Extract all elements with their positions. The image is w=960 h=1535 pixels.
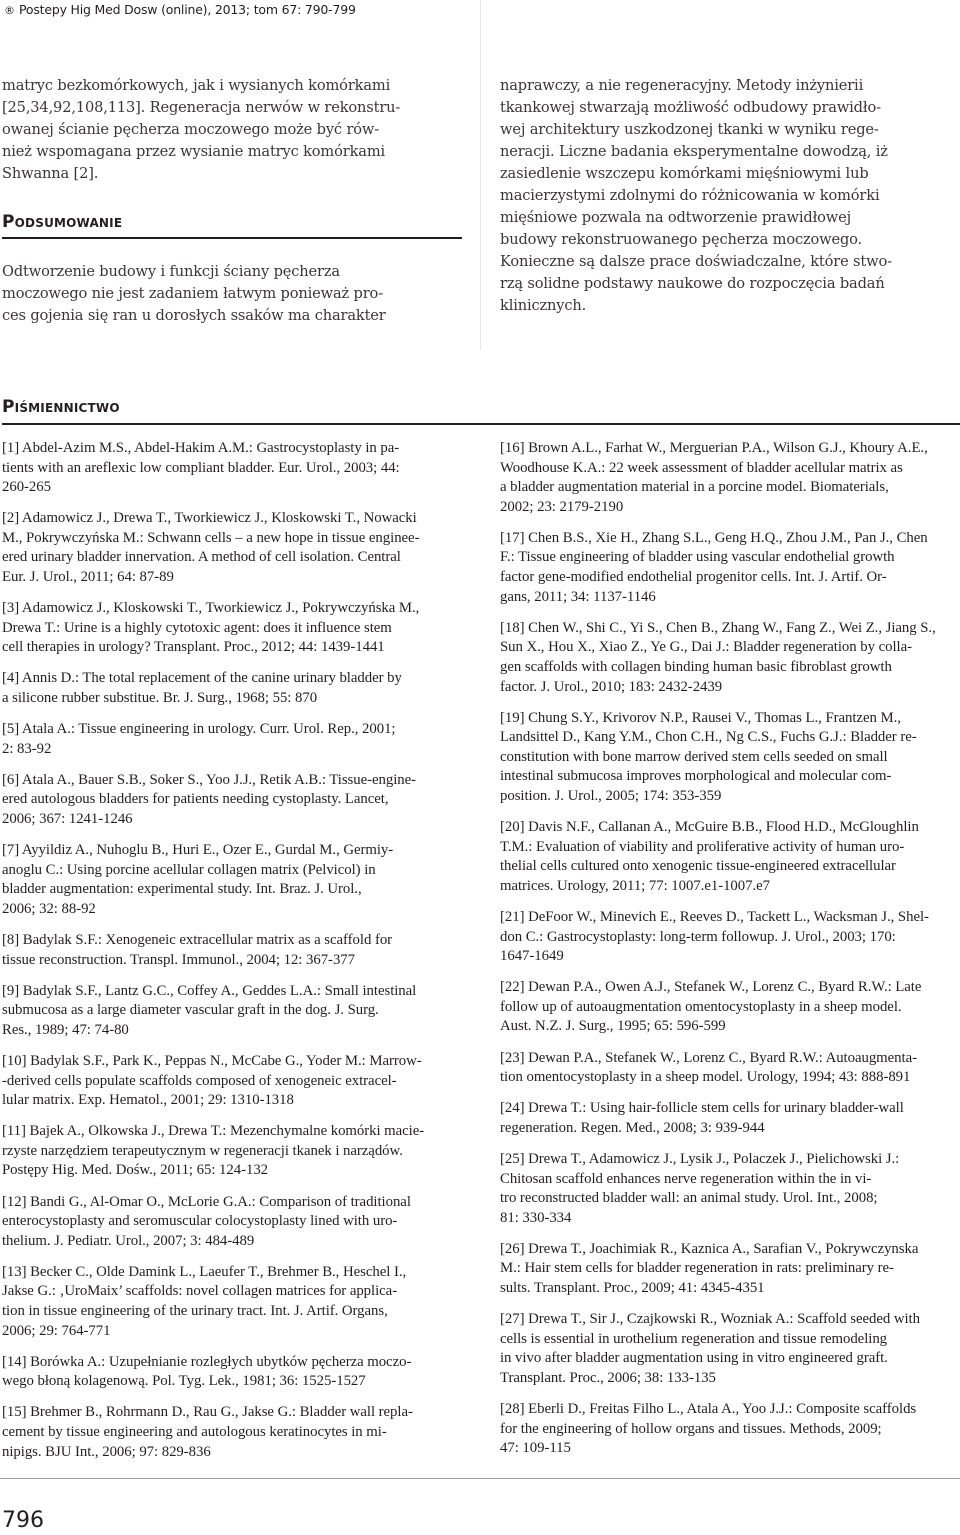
reference-entry: [17] Chen B.S., Xie H., Zhang S.L., Geng H.Q., Zhou J.M., Pan J., Chen F.: Tissue engineering of bladder using vascular endothelial growth factor gene-modified endothelial progenitor cells. Int. J. Artif. Or- gans, 2011; 34: 1137-1146 [500,529,928,605]
reference-entry: [27] Drewa T., Sir J., Czajkowski R., Wozniak A.: Scaffold seeded with cells is essential in urothelium regeneration and tissue remodeling in vivo after bladder augmentation using in vitro engineered graft. Transplant. Proc., 2006; 38: 133-135 [500,1311,920,1386]
summary-heading-rule [2,237,462,239]
reference-entry: [8] Badylak S.F.: Xenogeneic extracellular matrix as a scaffold for tissue reconstruction. Transpl. Immunol., 2004; 12: 367-377 [2,931,393,968]
registered-mark-icon: ® [4,4,15,17]
references-heading: Piśmiennictwo [2,397,120,417]
intro-paragraph: matryc bezkomórkowych, jak i wysianych komórkami [25,34,92,108,113]. Regeneracja nerwów w rekonstru- owanej ścianie pęcherza moczowego może być rów- nież wspomagana przez wysianie matryc komórkami Shwanna [2]. [2,77,401,182]
column-divider [480,0,481,350]
references-heading-rule [2,423,960,425]
reference-entry: [4] Annis D.: The total replacement of the canine urinary bladder by a silicone rubber substitue. Br. J. Surg., 1968; 55: 870 [2,670,402,707]
journal-citation: Postepy Hig Med Dosw (online), 2013; tom 67: 790-799 [18,2,356,17]
reference-entry: [2] Adamowicz J., Drewa T., Tworkiewicz J., Kloskowski T., Nowacki M., Pokrywczyńska M.: Schwann cells – a new hope in tissue enginee- ered urinary bladder innervation. A method of cell isolation. Central Eur. J. Urol., 2011; 64: 87-89 [2,510,420,586]
reference-entry: [7] Ayyildiz A., Nuhoglu B., Huri E., Ozer E., Gurdal M., Germiy- anoglu C.: Using porcine acellular collagen matrix (Pelvicol) in bladder augmentation: experimental study. Int. Braz. J. Urol., 2006; 32: 88-92 [2,842,394,917]
reference-entry: [20] Davis N.F., Callanan A., McGuire B.B., Flood H.D., McGloughlin T.M.: Evaluation of viability and proliferative activity of human uro- thelial cells cultured onto xenogenic tissue-engineered extracellular matrices. Urology, 2011; 77: 1007.e1-1007.e7 [500,819,919,894]
reference-entry: [18] Chen W., Shi C., Yi S., Chen B., Zhang W., Fang Z., Wei Z., Jiang S., Sun X., Hou X., Xiao Z., Ye G., Dai J.: Bladder regeneration by colla- gen scaffolds with collagen binding human basic fibroblast growth factor. J. Urol., 2010; 183: 2432-2439 [500,619,936,695]
reference-entry: [19] Chung S.Y., Krivorov N.P., Rausei V., Thomas L., Frantzen M., Landsittel D., Kang Y.M., Chon C.H., Ng C.S., Fuchs G.J.: Bladder re- constitution with bone marrow derived stem cells seeded on small intestinal submucosa improves morphological and molecular com- position. J. Urol., 2005; 174: 353-359 [500,709,917,804]
page-number: 796 [2,1508,44,1533]
summary-heading: Podsumowanie [2,212,123,232]
reference-entry: [24] Drewa T.: Using hair-follicle stem cells for urinary bladder-wall regeneration. Regen. Med., 2008; 3: 939-944 [500,1100,904,1136]
reference-entry: [14] Borówka A.: Uzupełnianie rozległych ubytków pęcherza moczo- wego błoną kolagenową. Pol. Tyg. Lek., 1981; 36: 1525-1527 [2,1353,412,1390]
running-header [0,0,400,20]
reference-entry: [22] Dewan P.A., Owen A.J., Stefanek W., Lorenz C., Byard R.W.: Late follow up of autoaugmentation omentocystoplasty in a sheep model. Aust. N.Z. J. Surg., 1995; 65: 596-599 [500,979,922,1035]
reference-entry: [23] Dewan P.A., Stefanek W., Lorenz C., Byard R.W.: Autoaugmenta- tion omentocystoplasty in a sheep model. Urology, 1994; 43: 888-891 [500,1049,917,1086]
reference-entry: [12] Bandi G., Al-Omar O., McLorie G.A.: Comparison of traditional enterocystoplasty and seromuscular colocystoplasty lined with uro- thelium. J. Pediatr. Urol., 2007; 3: 484-489 [2,1193,411,1249]
reference-entry: [13] Becker C., Olde Damink L., Laeufer T., Brehmer B., Heschel I., Jakse G.: ‚UroMaix’ scaffolds: novel collagen matrices for applica- tion in tissue engineering of the urinary tract. Int. J. Artif. Organs, 2006; 29: 764-771 [2,1263,407,1339]
footer-rule [0,1478,960,1479]
references-column-left [2,439,462,1474]
references-column-right [500,439,960,1470]
reference-entry: [11] Bajek A., Olkowska J., Drewa T.: Mezenchymalne komórki macie- rzyste narzędziem terapeutycznym w regeneracji tkanek i narządów. Postępy Hig. Med. Dośw., 2011; 65: 124-132 [2,1123,425,1179]
summary-paragraph: Odtworzenie budowy i funkcji ściany pęcherza moczowego nie jest zadaniem łatwym ponieważ pro- ces gojenia się ran u dorosłych ssaków ma charakter [2,263,386,324]
reference-entry: [25] Drewa T., Adamowicz J., Lysik J., Polaczek J., Pielichowski J.: Chitosan scaffold enhances nerve regeneration within the in vi- tro reconstructed bladder wall: an animal study. Urol. Int., 2008; 81: 330-334 [500,1150,900,1226]
reference-entry: [3] Adamowicz J., Kloskowski T., Tworkiewicz J., Pokrywczyńska M., Drewa T.: Urine is a highly cytotoxic agent: does it influence stem cell therapies in urology? Transplant. Proc., 2012; 44: 1439-1441 [2,600,420,656]
reference-entry: [5] Atala A.: Tissue engineering in urology. Curr. Urol. Rep., 2001; 2: 83-92 [2,721,396,757]
reference-entry: [6] Atala A., Bauer S.B., Soker S., Yoo J.J., Retik A.B.: Tissue-engine- ered autologous bladders for patients needing cystoplasty. Lancet, 2006; 367: 1241-1246 [2,771,417,827]
reference-entry: [15] Brehmer B., Rohrmann D., Rau G., Jakse G.: Bladder wall repla- cement by tissue engineering and autologous keratinocytes in mi- nipigs. BJU Int., 2006; 97: 829-836 [2,1404,413,1460]
reference-entry: [16] Brown A.L., Farhat W., Merguerian P.A., Wilson G.J., Khoury A.E., Woodhouse K.A.: 22 week assessment of bladder acellular matrix as a bladder augmentation material in a porcine model. Biomaterials, 2002; 23: 2179-2190 [500,440,928,515]
summary-paragraph-continued: naprawczy, a nie regeneracyjny. Metody inżynierii tkankowej stwarzają możliwość odbudowy prawidło- wej architektury uszkodzonej tkanki w wyniku rege- neracji. Liczne badania eksperymentalne dowodzą, iż zasiedlenie wszczepu komórkami mięśniowymi lub macierzystymi zdolnymi do różnicowania w komórki mięśniowe pozwala na odtworzenie prawidłowej budowy rekonstruowanego pęcherza moczowego. Konieczne są dalsze prace doświadczalne, które stwo- rzą solidne podstawy naukowe do rozpoczęcia badań klinicznych. [500,77,892,314]
reference-entry: [21] DeFoor W., Minevich E., Reeves D., Tackett L., Wacksman J., Shel- don C.: Gastrocystoplasty: long-term followup. J. Urol., 2003; 170: 1647-1649 [500,908,929,965]
reference-entry: [26] Drewa T., Joachimiak R., Kaznica A., Sarafian V., Pokrywczynska M.: Hair stem cells for bladder regeneration in rats: preliminary re- sults. Transplant. Proc., 2009; 41: 4345-4351 [500,1240,919,1296]
reference-entry: [10] Badylak S.F., Park K., Peppas N., McCabe G., Yoder M.: Marrow- -derived cells populate scaffolds composed of xenogeneic extracel- lular matrix. Exp. Hematol., 2001; 29: 1310-1318 [2,1052,422,1109]
reference-entry: [9] Badylak S.F., Lantz G.C., Coffey A., Geddes L.A.: Small intestinal submucosa as a large diameter vascular graft in the dog. J. Surg. Res., 1989; 47: 74-80 [2,982,417,1038]
reference-entry: [28] Eberli D., Freitas Filho L., Atala A., Yoo J.J.: Composite scaffolds for the engineering of hollow organs and tissues. Methods, 2009; 47: 109-115 [500,1400,917,1457]
reference-entry: [1] Abdel-Azim M.S., Abdel-Hakim A.M.: Gastrocystoplasty in pa- tients with an areflexic low compliant bladder. Eur. Urol., 2003; 44: 260-265 [2,440,400,496]
